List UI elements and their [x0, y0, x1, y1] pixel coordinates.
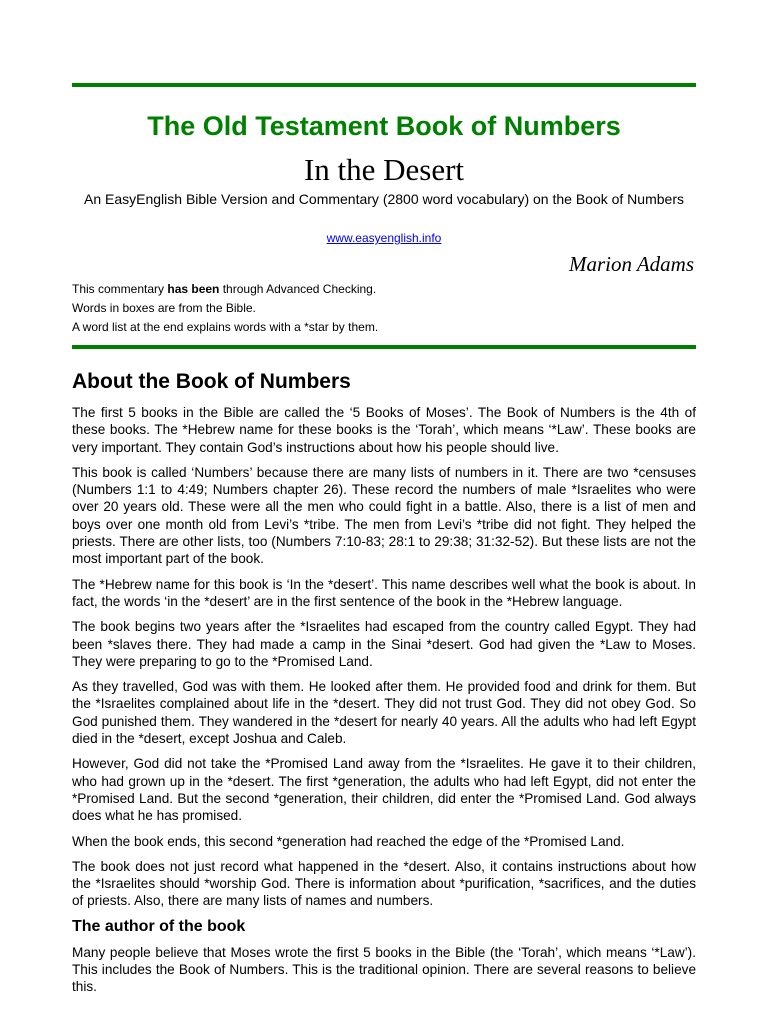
note-checking: This commentary has been through Advanced Checking.: [72, 282, 377, 296]
section-heading-about: About the Book of Numbers: [72, 370, 351, 393]
top-divider: [72, 83, 696, 87]
paragraph: This book is called ‘Numbers’ because there are many lists of numbers in it. There are two *censuses (Numbers 1:1 to 4:49; Numbers chapter 26). These record the numbers of male *Israelites who were over 20 years old. These were all the men who could fight in a battle. Also, there is a list of men and boys over one month old from Levi’s *tribe. The men from Levi’s *tribe did not fight. They helped the priests. There are other lists, too (Numbers 7:10-83; 28:1 to 29:38; 31:32-52). But these lists are not the most important part of the book.: [72, 464, 696, 567]
paragraph: The book does not just record what happened in the *desert. Also, it contains instructions about how the *Israelites should *worship God. There is information about *purification, *sacrifices, and the duties of priests. Also, there are many lists of names and numbers.: [72, 858, 696, 909]
paragraph: However, God did not take the *Promised Land away from the *Israelites. He gave it to their children, who had grown up in the *desert. The first *generation, the adults who had left Egypt, did not enter the *Promised Land. But the second *generation, their children, did enter the *Promised Land. God always does what he has promised.: [72, 756, 696, 824]
page-subtitle: In the Desert: [303, 152, 465, 187]
version-description: An EasyEnglish Bible Version and Commentary (2800 word vocabulary) on the Book of Numbers: [84, 191, 684, 207]
paragraph: The first 5 books in the Bible are called the ‘5 Books of Moses’. The Book of Numbers is the 4th of these books. The *Hebrew name for these books is the ‘Torah’, which means ‘*Law’. These books are very important. They contain God’s instructions about how his people should live.: [72, 405, 696, 455]
section-heading-author: The author of the book: [72, 917, 246, 935]
paragraph: As they travelled, God was with them. He looked after them. He provided food and drink for them. But the *Israelites complained about life in the *desert. They did not trust God. They did not obey God. So God punished them. They wandered in the *desert for nearly 40 years. All the adults who had left Egypt died in the *desert, except Joshua and Caleb.: [72, 679, 696, 747]
author-name: Marion Adams: [568, 252, 694, 276]
page-title: The Old Testament Book of Numbers: [147, 111, 621, 141]
note-boxes: Words in boxes are from the Bible.: [72, 301, 256, 315]
note-word-list: A word list at the end explains words with a *star by them.: [72, 320, 379, 334]
section-divider: [72, 345, 696, 349]
commentary-notes: [72, 280, 696, 337]
paragraph: The book begins two years after the *Israelites had escaped from the country called Egypt. They had been *slaves there. They had made a camp in the Sinai *desert. God had given the *Law to Moses. They were preparing to go to the *Promised Land.: [72, 619, 696, 669]
main-content: [72, 370, 696, 1004]
website-link[interactable]: www.easyenglish.info: [326, 231, 442, 245]
paragraph: The *Hebrew name for this book is ‘In the *desert’. This name describes well what the book is about. In fact, the words ‘in the *desert’ are in the first sentence of the book in the *Hebrew language.: [72, 576, 696, 609]
paragraph: Many people believe that Moses wrote the first 5 books in the Bible (the ‘Torah’, which means ‘*Law’). This includes the Book of Numbers. This is the traditional opinion. There are several reasons to believe this.: [72, 944, 696, 995]
paragraph: When the book ends, this second *generation had reached the edge of the *Promised Land.: [72, 833, 625, 849]
